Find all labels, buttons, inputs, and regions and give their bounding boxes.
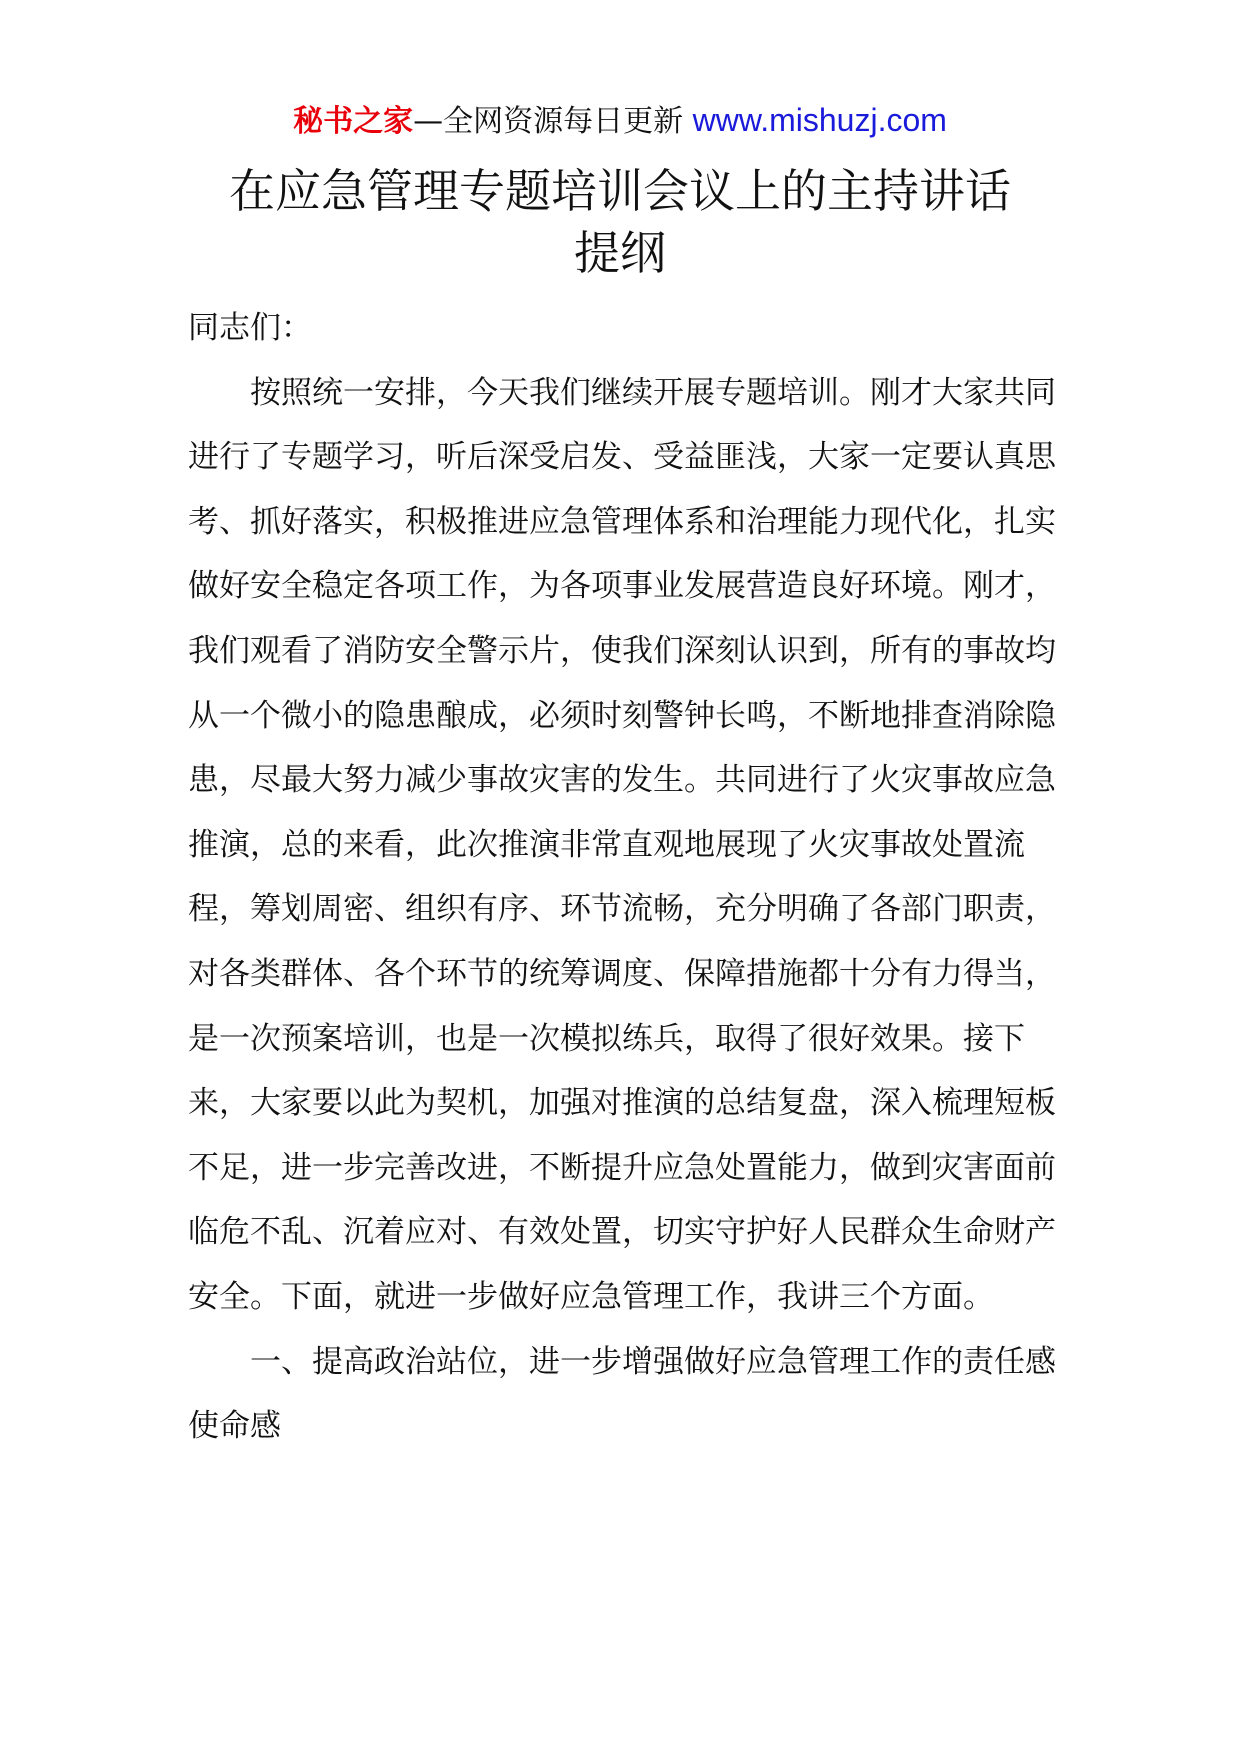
document-title-line-2: 提纲: [574, 226, 666, 280]
section-heading: 一、提高政治站位，进一步增强做好应急管理工作的责任感使命感: [188, 1343, 1056, 1445]
body-paragraph: 按照统一安排，今天我们继续开展专题培训。刚才大家共同进行了专题学习，听后深受启发、受益匪浅，大家一定要认真思考、抓好落实，积极推进应急管理体系和治理能力现代化，扎实做好安全稳定各项工作，为各项事业发展营造良好环境。刚才，我们观看了消防安全警示片，使我们深刻认识到，所有的事故均从一个微小的隐患酿成，必须时刻警钟长鸣，不断地排查消除隐患，尽最大努力减少事故灾害的发生。共同进行了火灾事故应急推演，总的来看，此次推演非常直观地展现了火灾事故处置流程，筹划周密、组织有序、环节流畅，充分明确了各部门职责，对各类群体、各个环节的统筹调度、保障措施都十分有力得当，是一次预案培训，也是一次模拟练兵，取得了很好效果。接下来，大家要以此为契机，加强对推演的总结复盘，深入梳理短板不足，进一步完善改进，不断提升应急处置能力，做到灾害面前临危不乱、沉着应对、有效处置，切实守护好人民群众生命财产安全。下面，就进一步做好应急管理工作，我讲三个方面。: [188, 374, 1056, 1315]
site-url-link[interactable]: www.mishuzj.com: [692, 102, 947, 138]
site-header: [0, 100, 1240, 142]
document-title: [120, 160, 1120, 284]
site-brand: 秘书之家: [293, 104, 414, 139]
document-title-line-1: 在应急管理专题培训会议上的主持讲话: [229, 164, 1011, 218]
document-body: [188, 296, 1078, 1459]
site-tagline: —全网资源每日更新: [413, 104, 684, 139]
salutation: 同志们：: [188, 310, 312, 346]
